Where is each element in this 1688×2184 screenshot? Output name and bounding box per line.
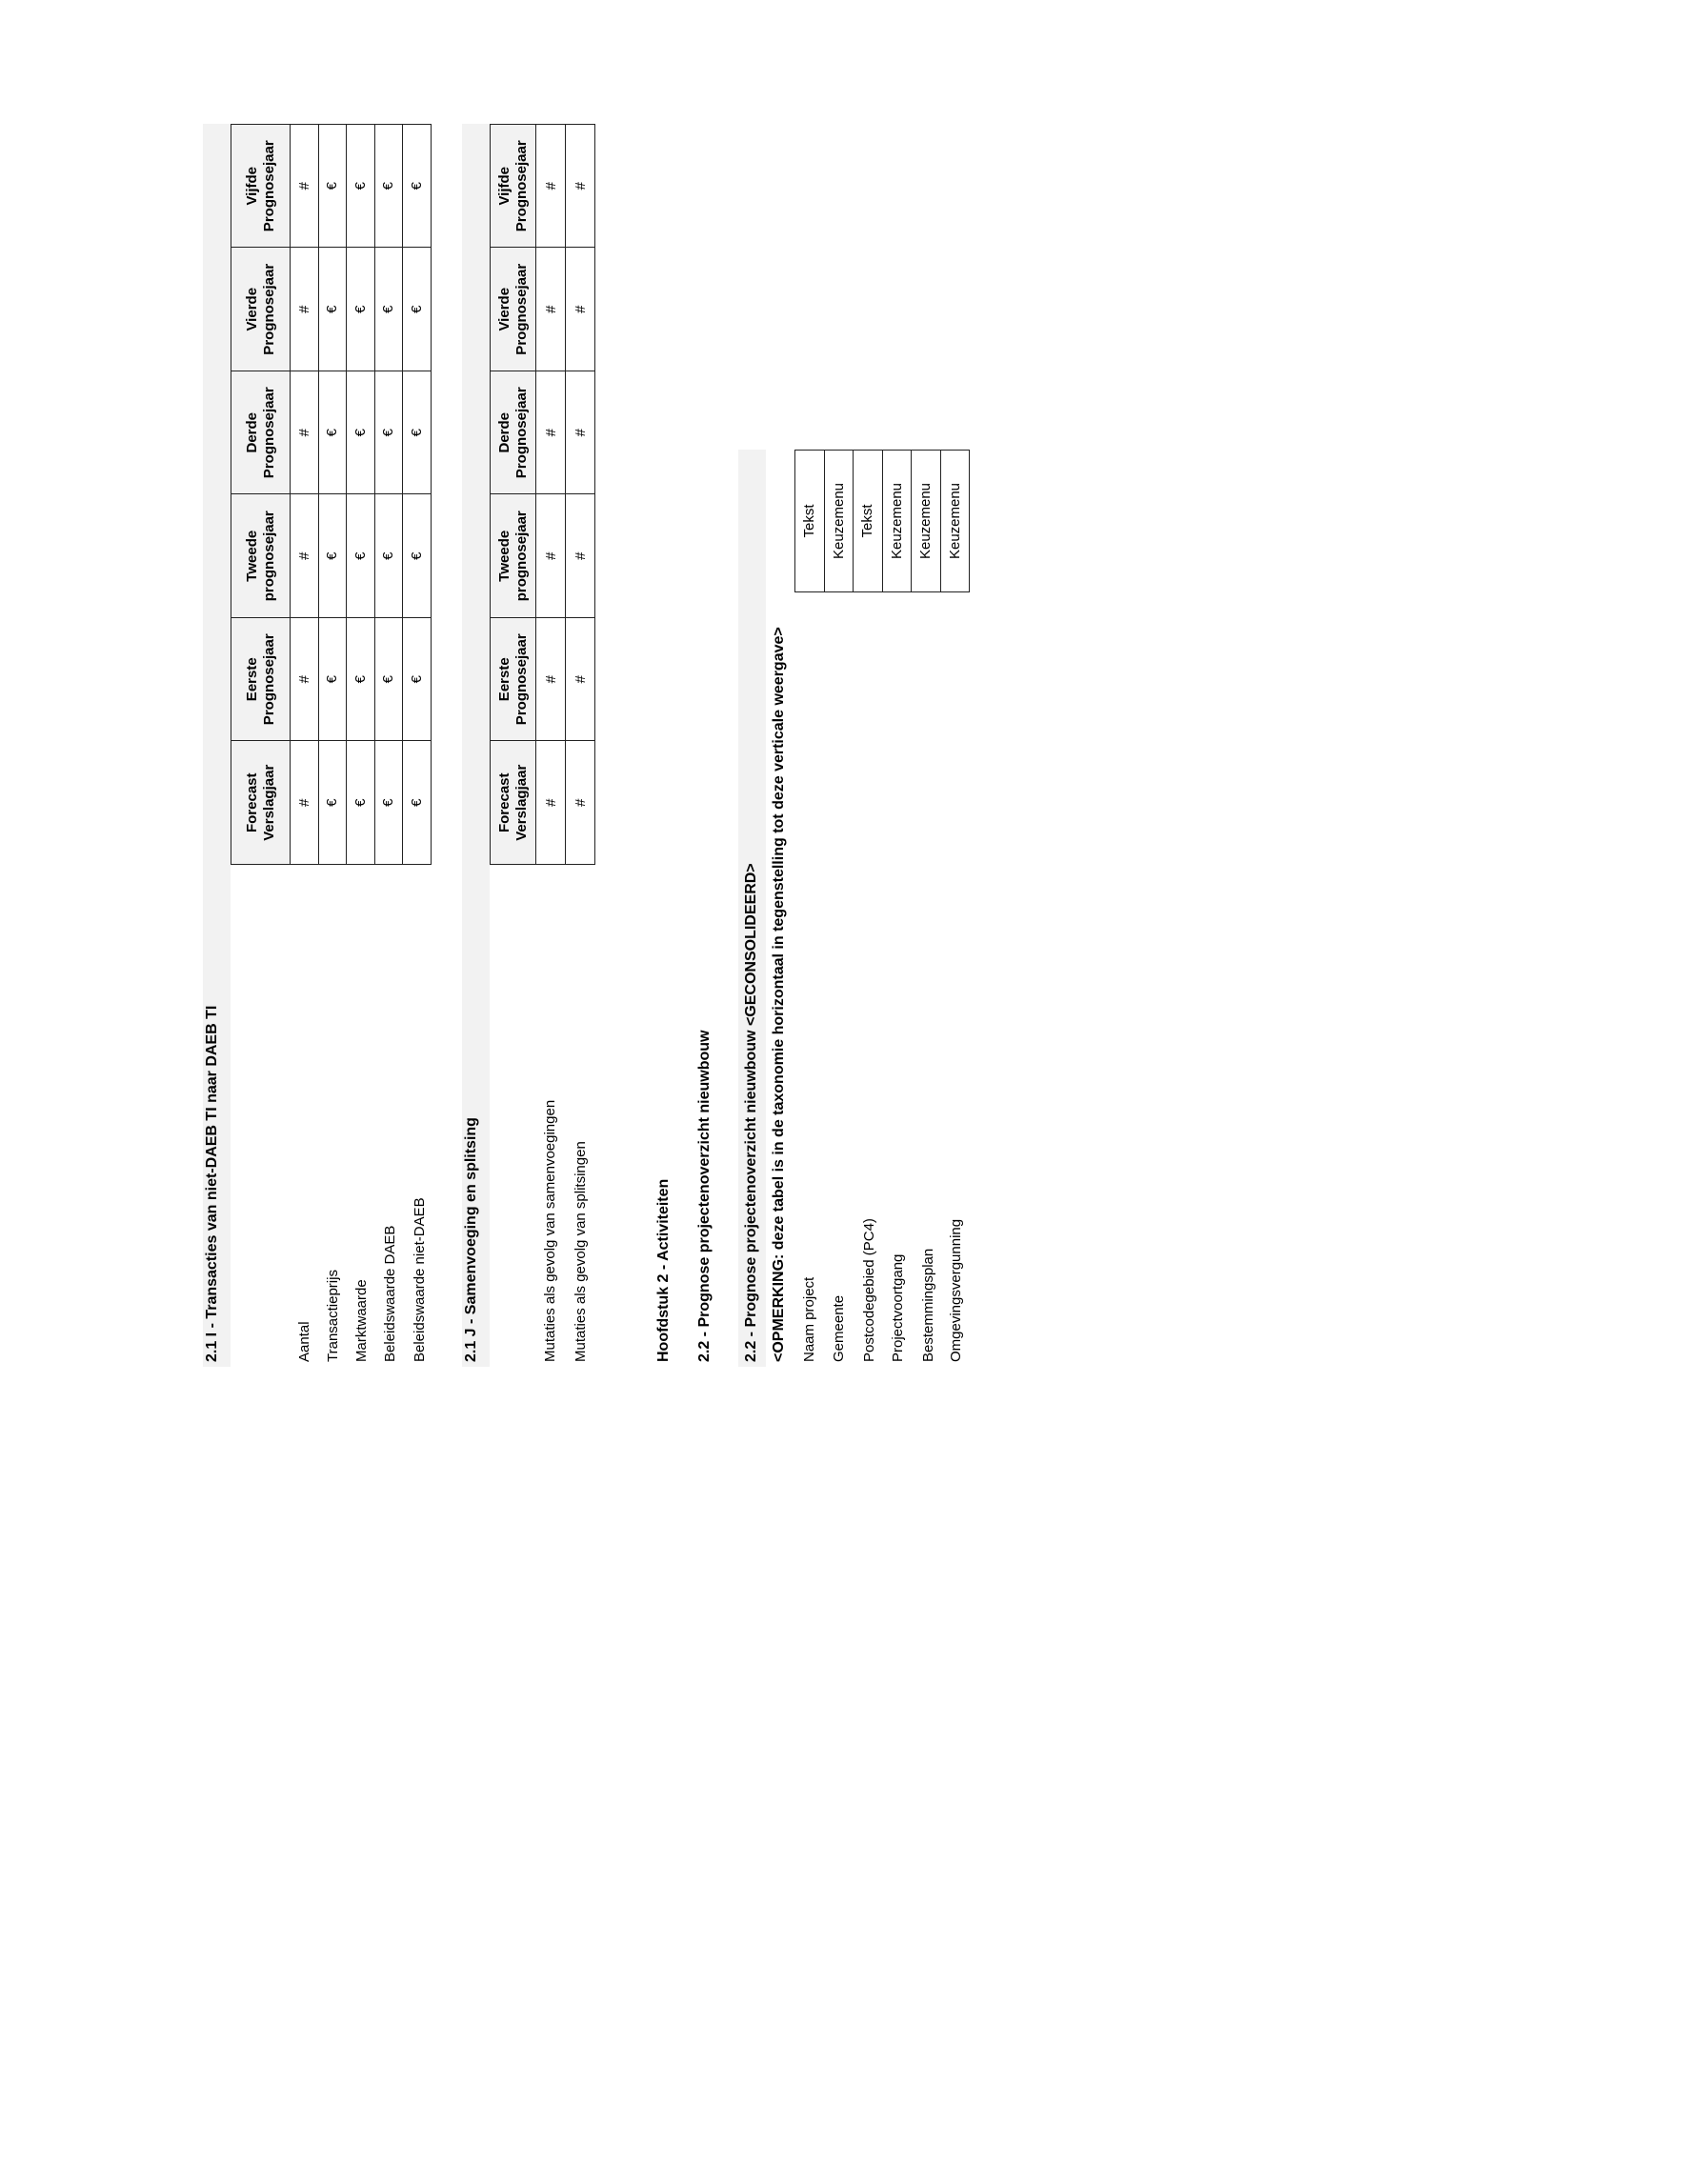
table-row (912, 451, 941, 592)
table-cell[interactable]: # (536, 494, 566, 618)
table-row (403, 125, 432, 865)
column-header: Forecast Verslagjaar (491, 741, 536, 865)
table-cell[interactable]: # (536, 741, 566, 865)
table-cell[interactable]: # (566, 618, 595, 742)
remark: <OPMERKING: deze tabel is in de taxonomie horizontaal in tegenstelling tot deze verticale weergave> (771, 627, 787, 1362)
table-cell[interactable]: # (566, 741, 595, 865)
table-row (940, 451, 970, 592)
table-cell[interactable]: Tekst (795, 451, 825, 592)
table-cell[interactable]: € (347, 618, 375, 742)
table-row (291, 125, 319, 865)
table-cell[interactable]: € (318, 618, 347, 742)
column-header: Vierde Prognosejaar (231, 248, 291, 371)
row-label: Beleidswaarde DAEB (382, 1225, 398, 1362)
row-label: Bestemmingsplan (920, 1248, 936, 1362)
table-cell[interactable]: € (347, 125, 375, 249)
table-cell[interactable]: # (291, 371, 319, 495)
table-cell[interactable]: € (374, 371, 403, 495)
table-cell[interactable]: # (536, 618, 566, 742)
column-header: Vijfde Prognosejaar (231, 125, 291, 249)
table-cell[interactable]: # (566, 248, 595, 371)
row-label: Projectvoortgang (890, 1253, 906, 1362)
row-label: Gemeente (831, 1294, 847, 1362)
table-cell[interactable]: € (318, 371, 347, 495)
transactions-table (231, 124, 432, 865)
row-label: Transactieprijs (325, 1270, 341, 1362)
table-cell[interactable]: € (318, 494, 347, 618)
table-cell[interactable]: € (347, 741, 375, 865)
table-cell[interactable]: € (374, 125, 403, 249)
table-row (318, 125, 347, 865)
table-cell[interactable]: € (403, 494, 432, 618)
row-label: Omgevingsvergunning (948, 1218, 964, 1362)
section-i-title: 2.1 I - Transacties van niet-DAEB TI naar DAEB TI (204, 1005, 220, 1362)
table-cell[interactable]: # (291, 125, 319, 249)
table-cell[interactable]: € (374, 494, 403, 618)
section-j-title: 2.1 J - Samenvoeging en splitsing (463, 1117, 479, 1362)
table-cell[interactable]: Keuzemenu (940, 451, 970, 592)
column-header: Eerste Prognosejaar (491, 618, 536, 742)
header-row (231, 125, 291, 865)
table-cell[interactable]: # (566, 494, 595, 618)
table-cell[interactable]: € (403, 248, 432, 371)
table-row (824, 451, 854, 592)
column-header: Vierde Prognosejaar (491, 248, 536, 371)
row-label: Naam project (801, 1276, 817, 1362)
table-cell[interactable]: € (403, 618, 432, 742)
column-header: Derde Prognosejaar (491, 371, 536, 495)
table-cell[interactable]: Keuzemenu (912, 451, 941, 592)
table-cell[interactable]: # (291, 248, 319, 371)
column-header: Tweede prognosejaar (231, 494, 291, 618)
column-header: Vijfde Prognosejaar (491, 125, 536, 249)
table-cell[interactable]: # (536, 371, 566, 495)
table-cell[interactable]: € (318, 741, 347, 865)
column-header: Derde Prognosejaar (231, 371, 291, 495)
merge-split-table (490, 124, 595, 865)
table-cell[interactable]: € (403, 371, 432, 495)
row-label: Marktwaarde (353, 1279, 370, 1362)
table-row (882, 451, 912, 592)
table-cell[interactable]: € (347, 248, 375, 371)
table-cell[interactable]: € (374, 248, 403, 371)
table-cell[interactable]: € (318, 125, 347, 249)
row-label: Aantal (296, 1321, 312, 1362)
header-row (491, 125, 536, 865)
section-22-title: 2.2 - Prognose projectenoverzicht nieuwbouw <GECONSOLIDEERD> (743, 863, 759, 1362)
table-cell[interactable]: € (403, 741, 432, 865)
table-cell[interactable]: € (403, 125, 432, 249)
table-cell[interactable]: € (347, 371, 375, 495)
column-header: Eerste Prognosejaar (231, 618, 291, 742)
row-label: Mutaties als gevolg van samenvoegingen (542, 1099, 558, 1362)
table-cell[interactable]: # (536, 125, 566, 249)
table-cell[interactable]: # (566, 125, 595, 249)
table-row (854, 451, 883, 592)
subheading: 2.2 - Prognose projectenoverzicht nieuwbouw (696, 1030, 713, 1362)
table-row (347, 125, 375, 865)
table-cell[interactable]: Tekst (854, 451, 883, 592)
table-cell[interactable]: # (291, 618, 319, 742)
table-cell[interactable]: # (291, 741, 319, 865)
project-table (794, 450, 970, 592)
chapter-heading: Hoofdstuk 2 - Activiteiten (655, 1178, 672, 1362)
table-cell[interactable]: # (291, 494, 319, 618)
column-header: Forecast Verslagjaar (231, 741, 291, 865)
table-row (374, 125, 403, 865)
table-cell[interactable]: Keuzemenu (824, 451, 854, 592)
table-cell[interactable]: € (347, 494, 375, 618)
table-cell[interactable]: Keuzemenu (882, 451, 912, 592)
column-header: Tweede prognosejaar (491, 494, 536, 618)
table-cell[interactable]: # (566, 371, 595, 495)
table-cell[interactable]: # (536, 248, 566, 371)
row-label: Beleidswaarde niet-DAEB (412, 1197, 428, 1362)
table-cell[interactable]: € (318, 248, 347, 371)
row-label: Postcodegebied (PC4) (861, 1218, 877, 1362)
table-cell[interactable]: € (374, 618, 403, 742)
table-row (795, 451, 825, 592)
row-label: Mutaties als gevolg van splitsingen (573, 1141, 589, 1362)
table-cell[interactable]: € (374, 741, 403, 865)
table-row (536, 125, 566, 865)
table-row (566, 125, 595, 865)
